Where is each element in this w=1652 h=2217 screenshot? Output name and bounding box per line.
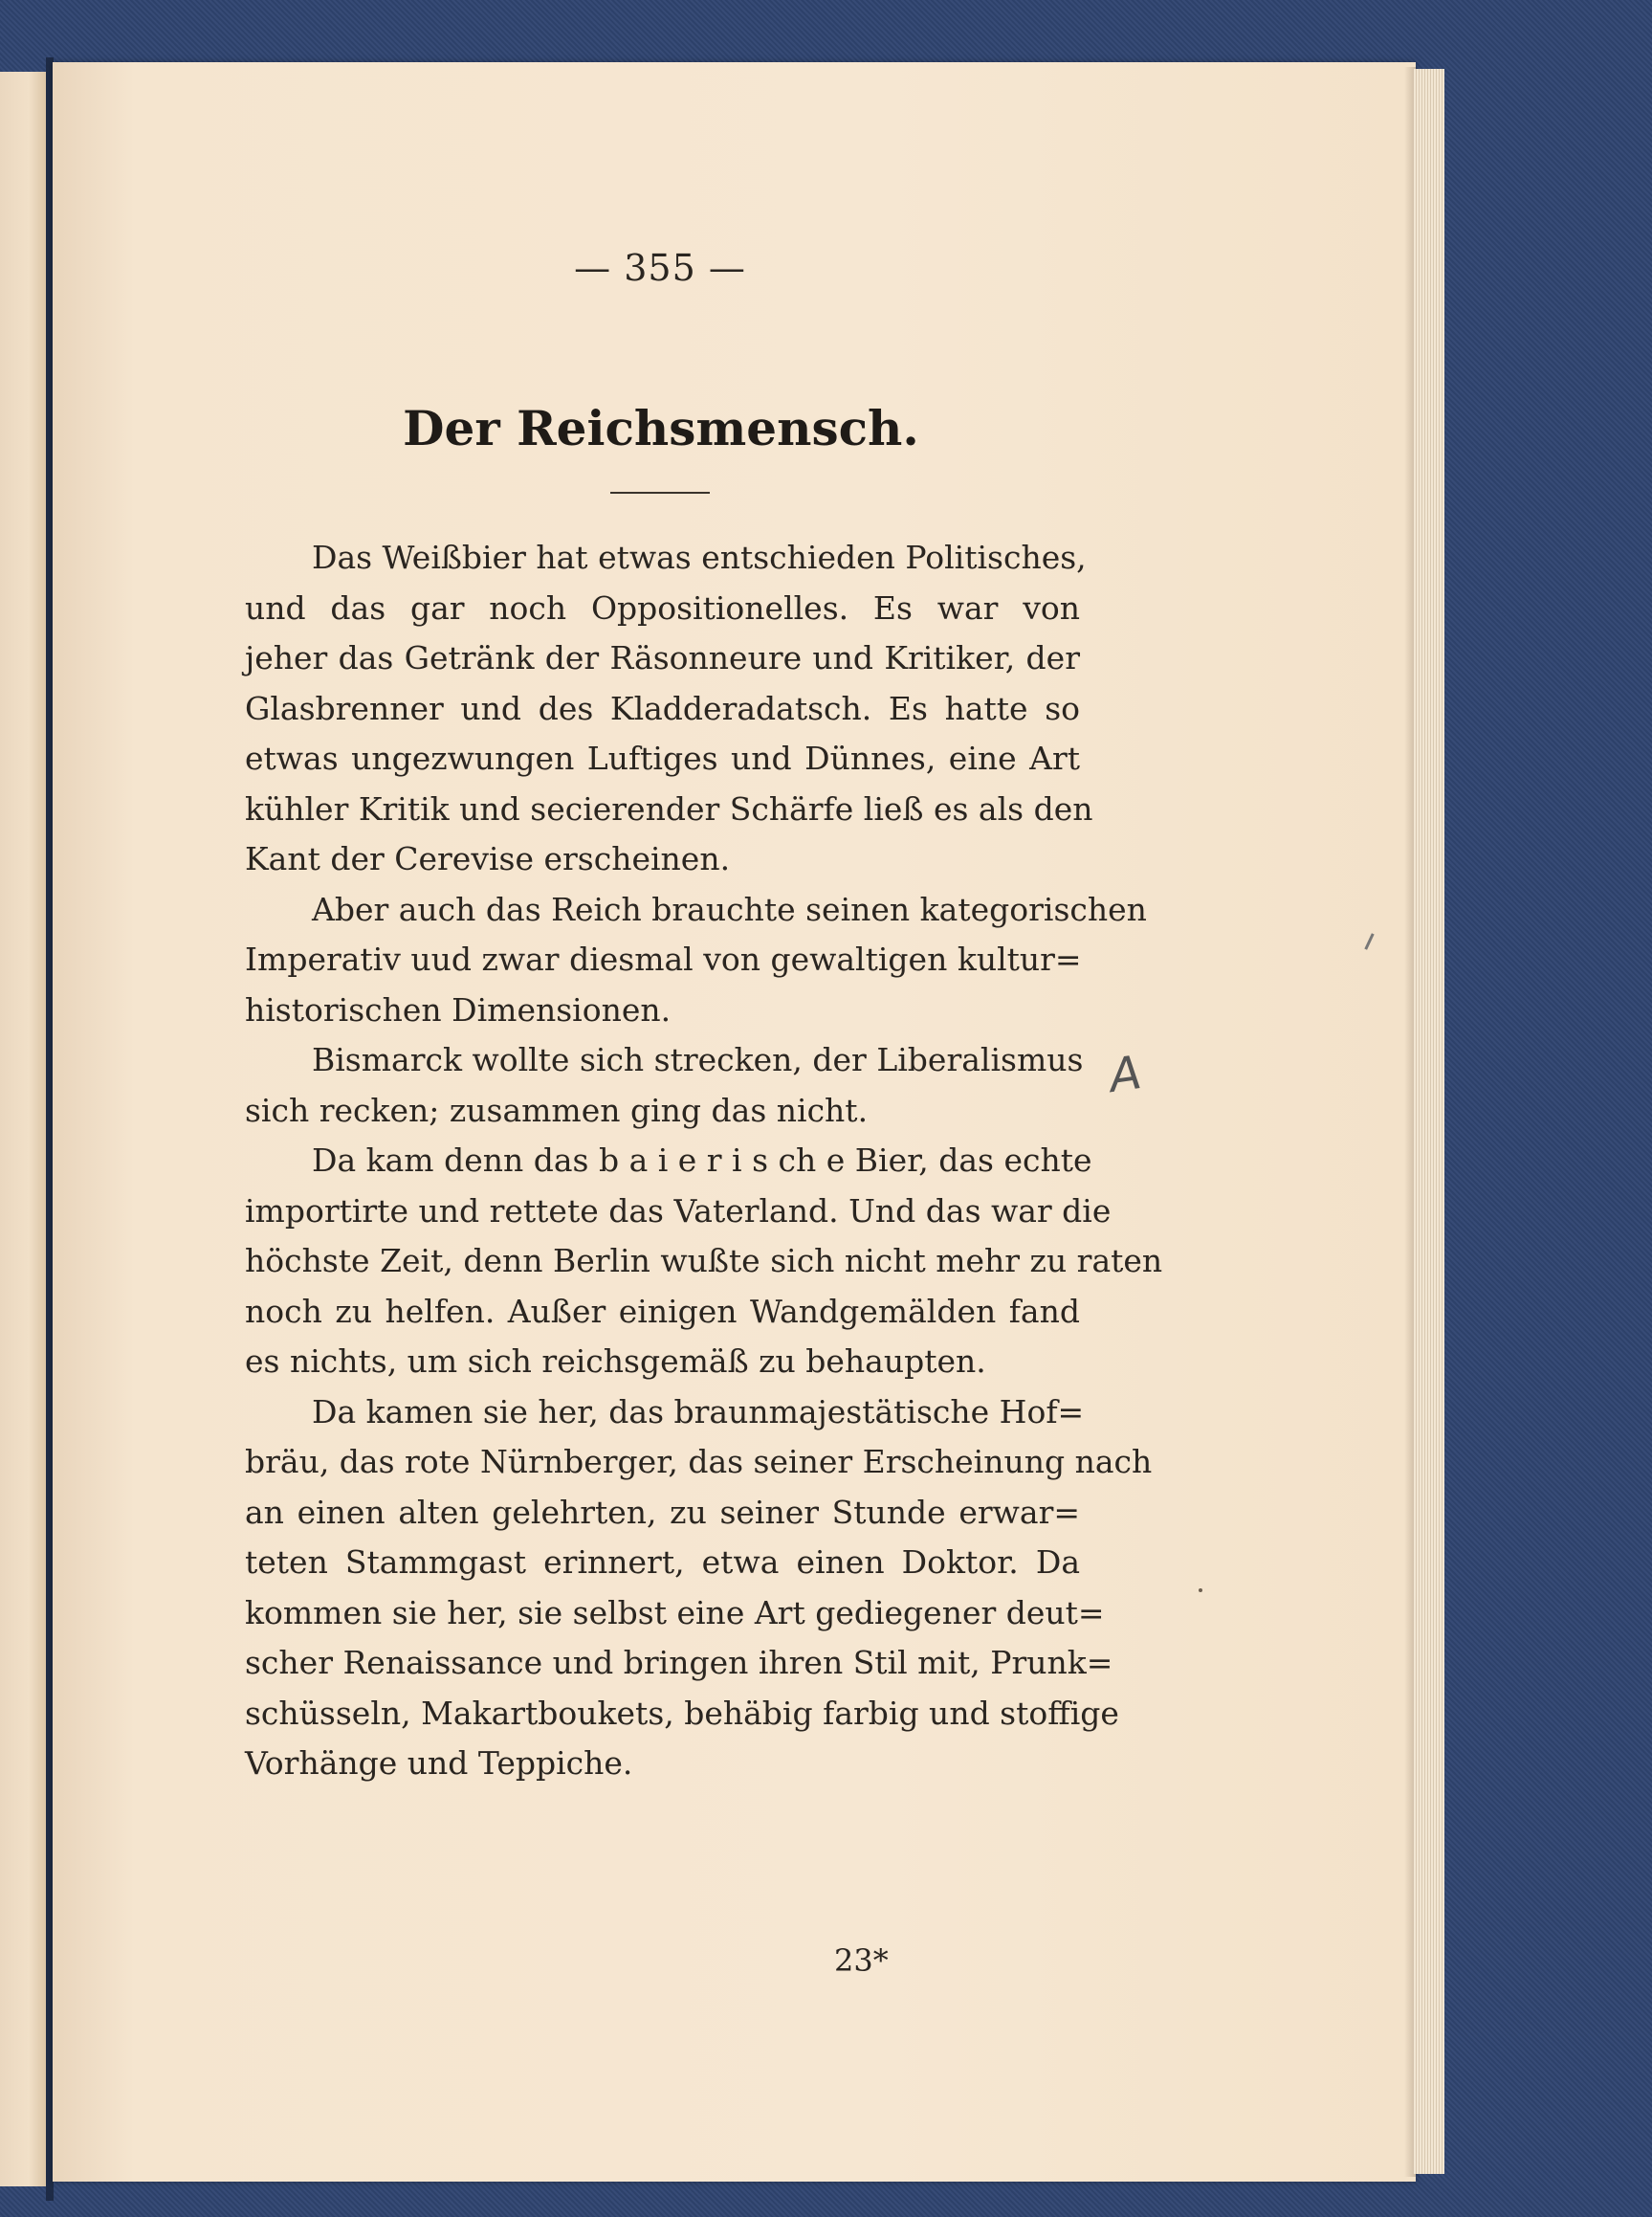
chapter-title: Der Reichsmensch. [403,400,919,456]
title-divider [610,492,710,494]
text-line: und das gar noch Oppositionelles. Es war von [245,588,1080,627]
previous-page-edge [0,72,48,2186]
body-text [245,533,1163,1789]
text-line: schüsseln, Makartboukets, behäbig farbig und stoffige [245,1694,1119,1732]
text-line: teten Stammgast erinnert, etwa einen Doktor. Da [245,1543,1080,1581]
text-line: historischen Dimensionen. [245,990,672,1029]
text-line: es nichts, um sich reichsgemäß zu behaupten. [245,1342,986,1380]
text-line: Kant der Cerevise erscheinen. [245,840,731,877]
text-line: Das Weißbier hat etwas entschieden Politisches, [312,539,1087,576]
text-line: jeher das Getränk der Räsonneure und Kritiker, der [245,639,1080,676]
text-line: noch zu helfen. Außer einigen Wandgemälden fand [245,1292,1080,1330]
text-line: scher Renaissance und bringen ihren Stil mit, Prunk= [245,1644,1113,1681]
text-line: Da kamen sie her, das braunmajestätische Hof= [312,1392,1085,1430]
paper-speck [1199,1588,1202,1592]
text-line: Glasbrenner und des Kladderadatsch. Es hatte so [245,689,1080,727]
text-line: sich recken; zusammen ging das nicht. [245,1091,869,1129]
text-line: etwas ungezwungen Luftiges und Dünnes, eine Art [245,740,1080,777]
text-line: Vorhänge und Teppiche. [245,1744,633,1782]
text-line: Bismarck wollte sich strecken, der Liberalismus [312,1041,1084,1078]
text-line: importirte und rettete das Vaterland. Und das war die [245,1191,1112,1230]
text-line: bräu, das rote Nürnberger, das seiner Erscheinung nach [245,1443,1153,1480]
pencil-margin-note: A [1106,1045,1145,1104]
text-line: höchste Zeit, denn Berlin wußte sich nicht mehr zu raten [245,1242,1163,1279]
text-line: an einen alten gelehrten, zu seiner Stunde erwar= [245,1493,1080,1531]
text-line: Aber auch das Reich brauchte seinen kategorischen [312,890,1147,928]
page-number: — 355 — [574,247,746,289]
text-line: Da kam denn das b a i e r i s ch e Bier, das echte [312,1142,1092,1179]
text-line: Imperativ uud zwar diesmal von gewaltigen kultur= [245,941,1082,978]
text-line: kommen sie her, sie selbst eine Art gediegener deut= [245,1593,1105,1631]
page-block-edges [1414,69,1444,2174]
signature-mark: 23* [834,1942,889,1979]
text-line: kühler Kritik und secierender Schärfe ließ es als den [245,789,1093,828]
